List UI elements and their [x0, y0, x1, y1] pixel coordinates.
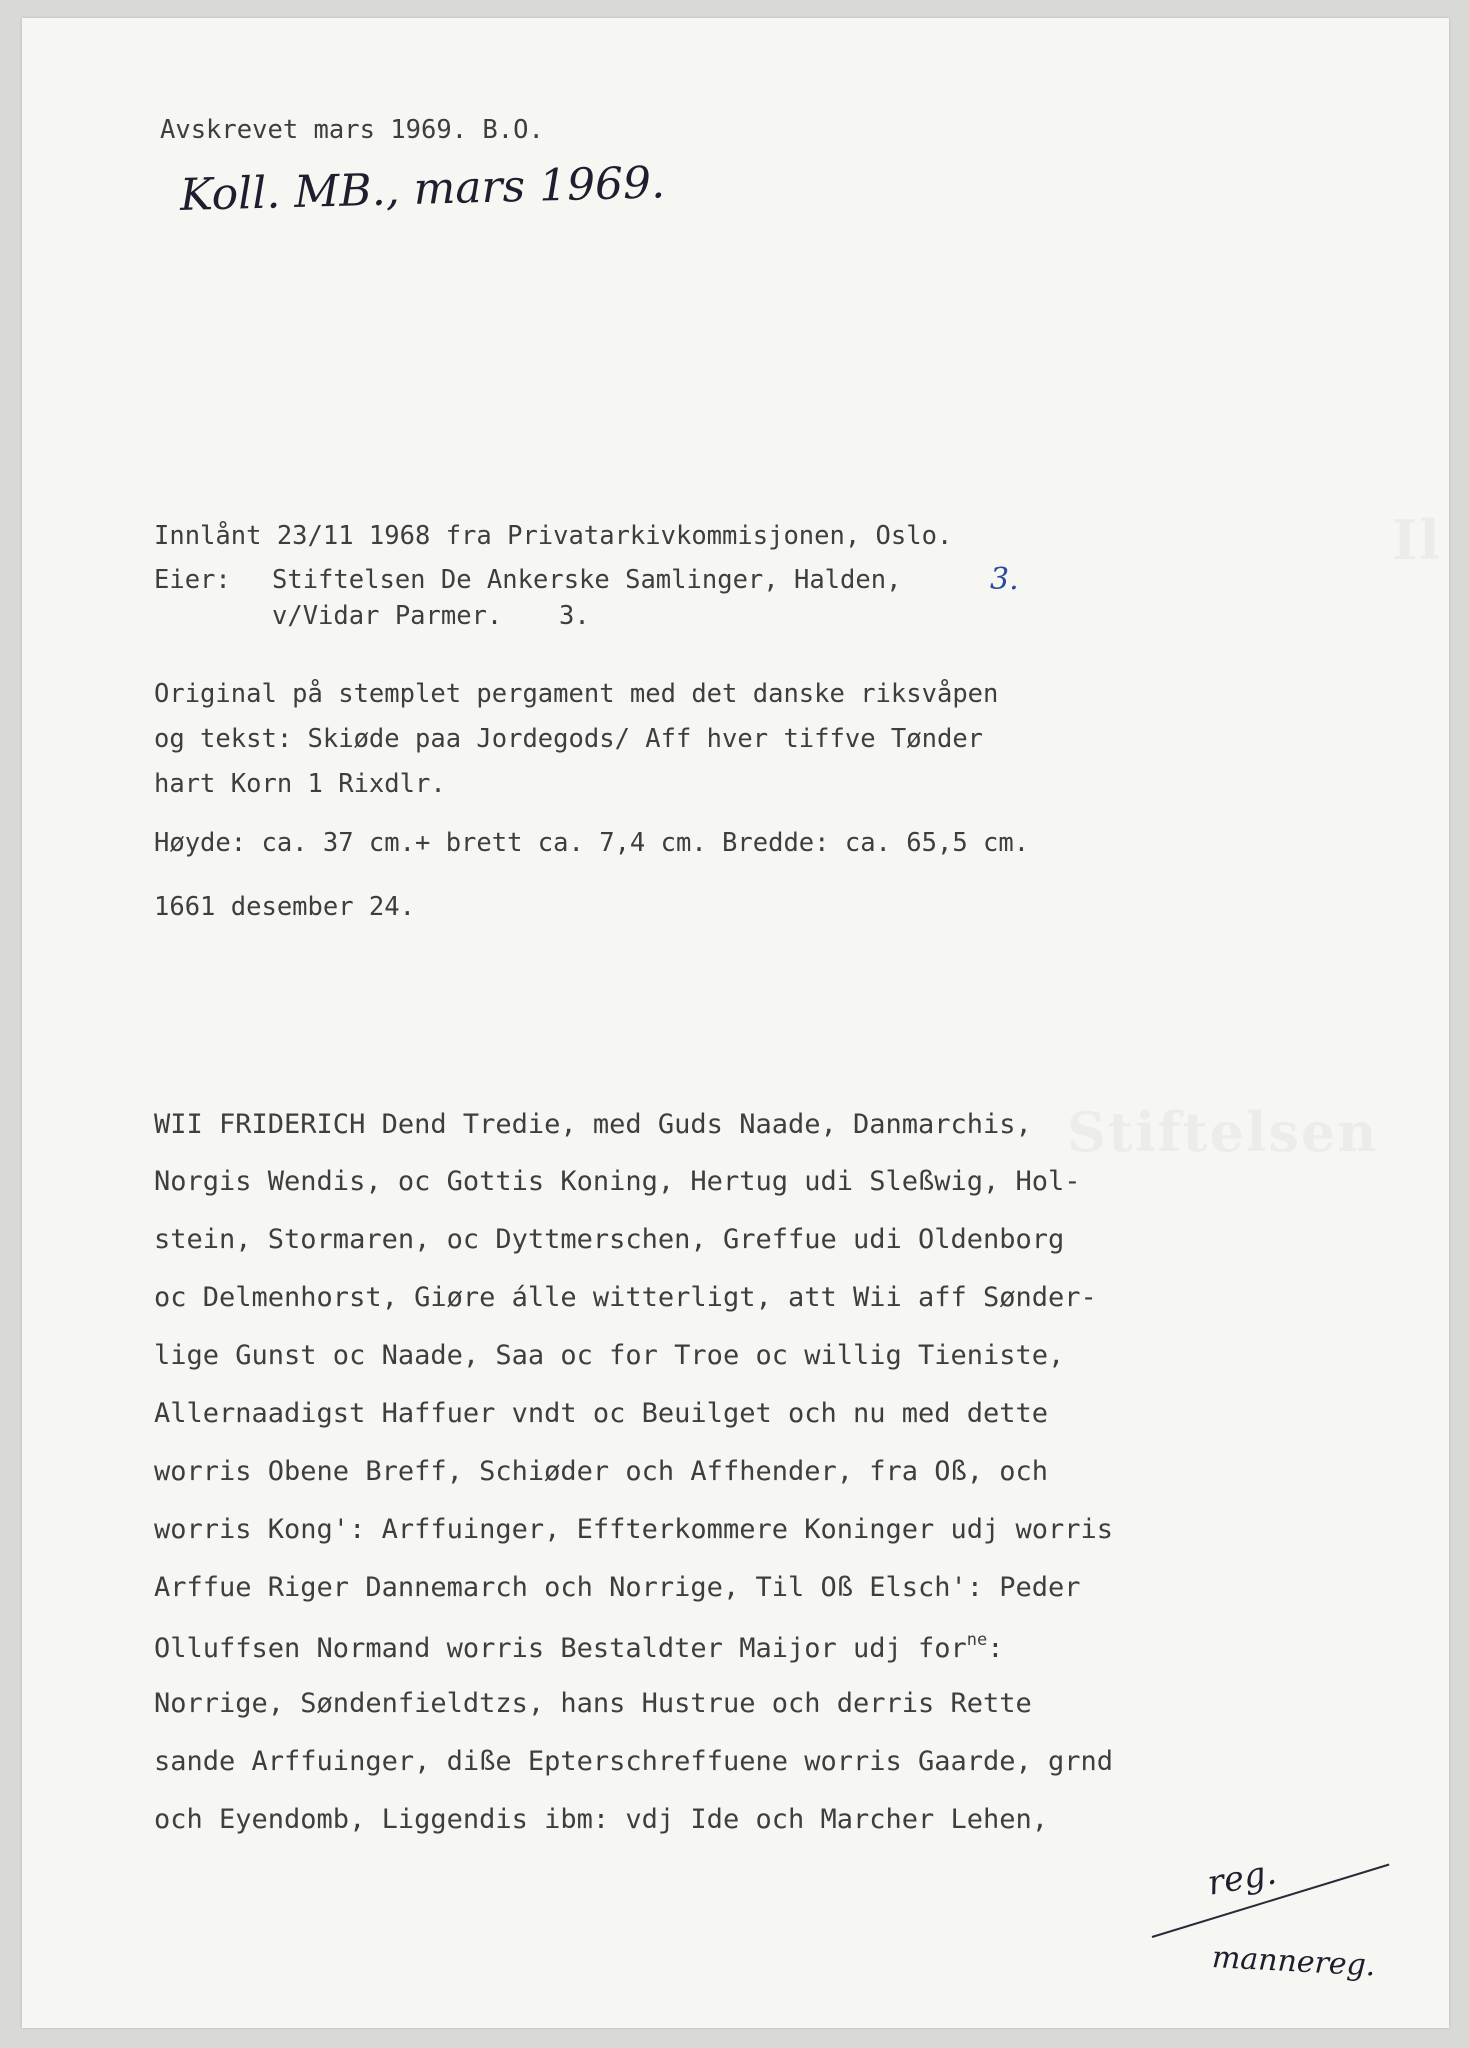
transcription-line: Norgis Wendis, oc Gottis Koning, Hertug udi Sleßwig, Hol- — [154, 1166, 1081, 1197]
transcription-note: Avskrevet mars 1969. B.O. — [160, 115, 544, 145]
owner-line2: v/Vidar Parmer. — [272, 601, 503, 631]
bleed-through-text: Il — [1392, 508, 1442, 572]
transcription-line: och Eyendomb, Liggendis ibm: vdj Ide och Marcher Lehen, — [154, 1804, 1049, 1835]
owner-text: Stiftelsen De Ankerske Samlinger, Halden, — [272, 565, 902, 595]
document-page — [22, 18, 1449, 2028]
transcription-line: WII FRIDERICH Dend Tredie, med Guds Naade, Danmarchis, — [154, 1109, 1032, 1140]
transcription-line: lige Gunst oc Naade, Saa oc for Troe oc willig Tieniste, — [154, 1340, 1065, 1371]
transcription-line: Arffue Riger Dannemarch och Norrige, Til Oß Elsch': Peder — [154, 1572, 1081, 1603]
transcription-line: sande Arffuinger, diße Epterschreffuene worris Gaarde, grnd — [154, 1746, 1114, 1777]
owner-number-handwritten: 3. — [990, 562, 1019, 597]
margin-note-reg: reg. — [1204, 1852, 1280, 1904]
transcription-line: Allernaadigst Haffuer vndt oc Beuilget och nu med dette — [154, 1398, 1049, 1429]
transcription-line: oc Delmenhorst, Giøre álle witterligt, att Wii aff Sønder- — [154, 1282, 1097, 1313]
document-date: 1661 desember 24. — [154, 892, 415, 922]
transcription-line: worris Obene Breff, Schiøder och Affhender, fra Oß, och — [154, 1456, 1049, 1487]
margin-note-mannereg: mannereg. — [1211, 1940, 1377, 1984]
transcription-line: worris Kong': Arffuinger, Effterkommere Koninger udj worris — [154, 1514, 1114, 1545]
transcription-line-text: Olluffsen Normand worris Bestaldter Maijor udj for — [154, 1633, 967, 1664]
description-line: hart Korn 1 Rixdlr. — [154, 769, 446, 799]
owner-number: 3. — [559, 601, 590, 631]
description-line: og tekst: Skiøde paa Jordegods/ Aff hver tiffve Tønder — [154, 724, 984, 754]
owner-label: Eier: — [154, 565, 231, 595]
description-line: Original på stemplet pergament med det danske riksvåpen — [154, 679, 999, 709]
superscript-ne: ne — [966, 1630, 988, 1650]
dimensions-line: Høyde: ca. 37 cm.+ brett ca. 7,4 cm. Bredde: ca. 65,5 cm. — [154, 828, 1030, 858]
collation-note-handwritten: Koll. MB., mars 1969. — [179, 157, 666, 221]
bleed-through-text: Stiftelsen — [1067, 1100, 1379, 1164]
transcription-line: stein, Stormaren, oc Dyttmerschen, Greffue udi Oldenborg — [154, 1224, 1065, 1255]
transcription-line: Norrige, Søndenfieldtzs, hans Hustrue och derris Rette — [154, 1688, 1032, 1719]
loan-line: Innlånt 23/11 1968 fra Privatarkivkommisjonen, Oslo. — [154, 521, 953, 551]
transcription-line-suffix: : — [987, 1633, 1004, 1664]
transcription-line — [154, 1632, 1004, 1662]
